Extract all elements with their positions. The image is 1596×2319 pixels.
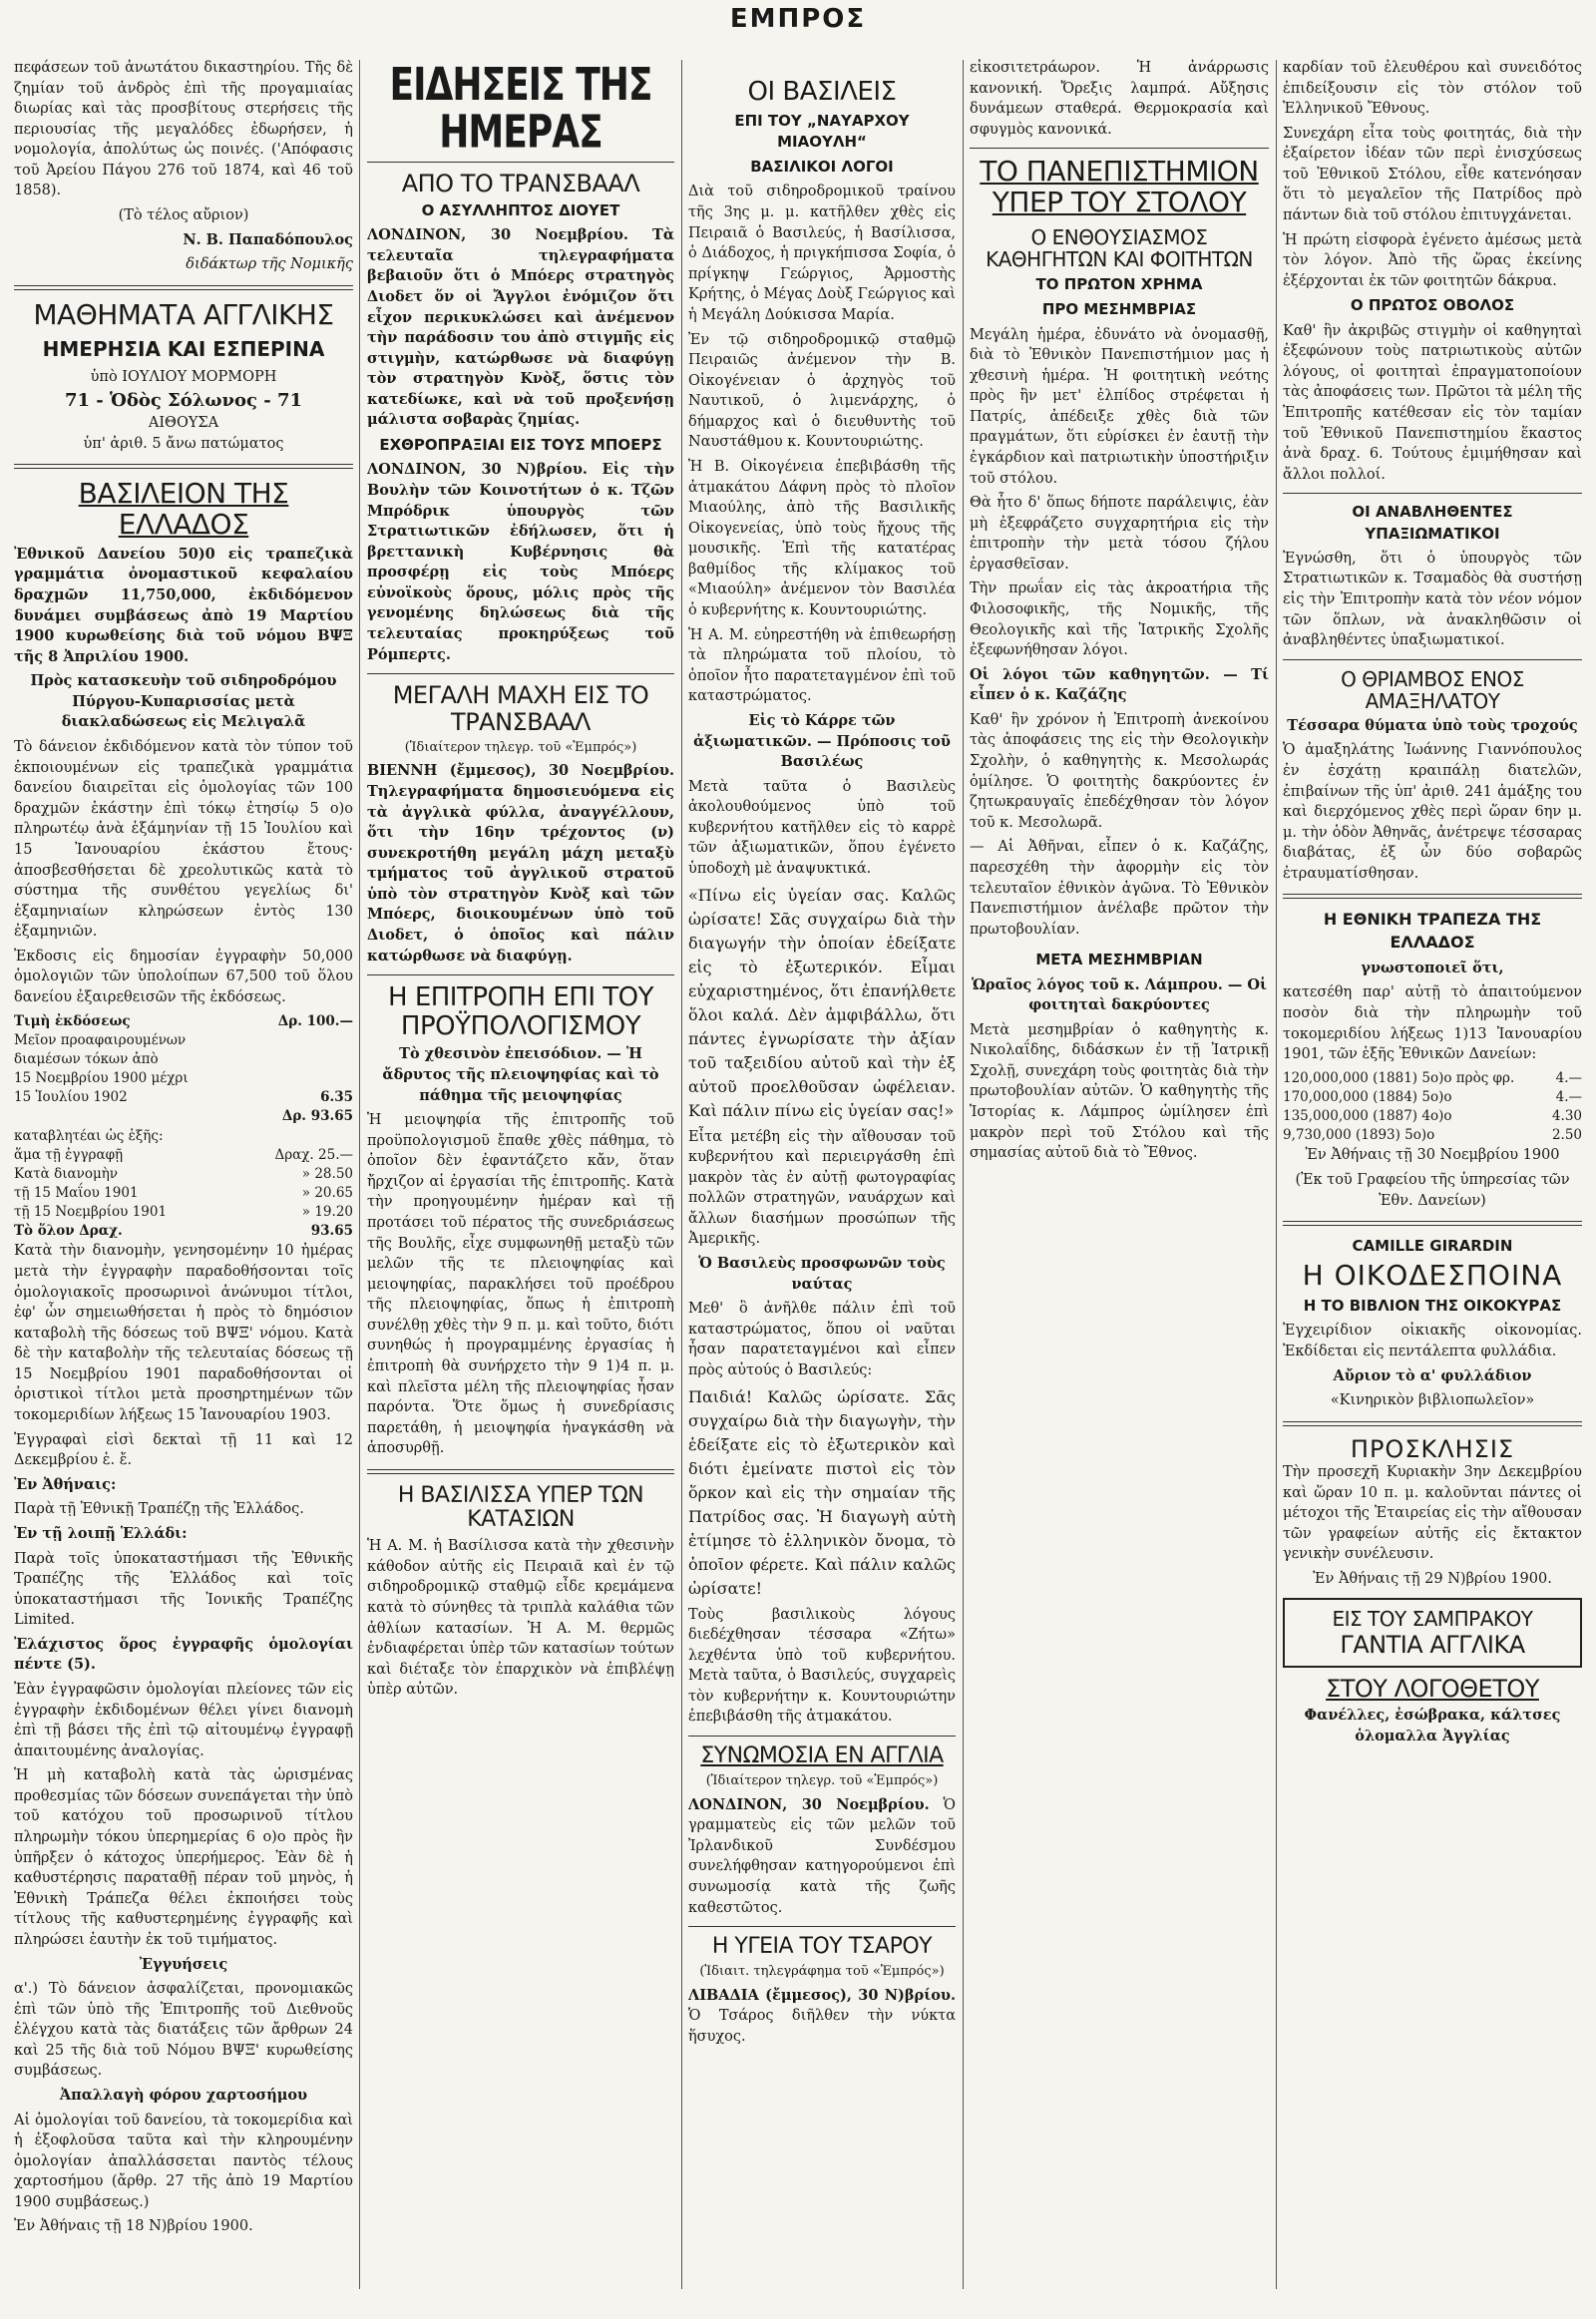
ad-date: Ἐν Ἀθήναις τῇ 30 Νοεμβρίου 1900 bbox=[1305, 1147, 1560, 1164]
author-signature: Ν. Β. Παπαδόπουλος bbox=[183, 230, 353, 248]
price-line: διαμέσων τόκων ἀπὸ bbox=[14, 1050, 159, 1067]
payment-row: τῇ 15 Μαΐου 1901 » 20.65 bbox=[14, 1184, 353, 1201]
subheadline: ΕΠΙ ΤΟΥ „ΝΑΥΑΡΧΟΥ ΜΙΑΟΥΛΗ“ bbox=[734, 111, 910, 151]
loan-para: Τὸ δάνειον ἐκδιδόμενον κατὰ τὸν τύπον τοῦ ἐκποιουμένων εἰς τραπεζικὰ γραμμάτια δανείου διαιρεῖται εἰς ὁμολογίας τῶν 100 δραχμῶν ἑκάστην ἐπὶ τόκῳ ἐτησίῳ 5 ο)ο πληρωτέῳ ἀνὰ ἑξάμηνίαν τῇ 15 Ἰουλίου καὶ 15 Ἰανουαρίου ἑκάστου ἔτους· ἀποσβεσθήσεται δὲ χρεολυτικῶς κατὰ τὸ σύστημα τῆς συνθέτου γεγελίως δι' ἑξαμηνιαίων κληρώσεων ἐντὸς 130 ἐξαμηνιῶν. bbox=[14, 739, 353, 941]
article-text: Ἐν τῷ σιδηροδρομικῷ σταθμῷ Πειραιῶς ἀνέμενον τὴν Β. Οἰκογένειαν ὁ ἀρχηγὸς τοῦ Ναυτικοῦ, ὁ λιμενάρχης, ὁ δήμαρχος καὶ ὁ διευθυντὴς τοῦ Ναυστάθμου κ. Κουντουριώτης. bbox=[688, 331, 956, 451]
divider bbox=[14, 464, 353, 469]
column-rule bbox=[359, 60, 360, 2289]
ad-subtitle: Η ΤΟ ΒΙΒΛΙΟΝ ΤΗΣ ΟΙΚΟΚΥΡΑΣ bbox=[1303, 1297, 1562, 1316]
loan-body: Ἐὰν ἐγγραφῶσιν ὁμολογίαι πλείονες τῶν εἰς ἐγγραφὴν ἐκδιδομένων θέλει γίνει διανομὴ ἐπὶ τῇ βάσει τῆς ἐπὶ τῷ αἰτουμένῳ ἐγγραφῇ ἀπαιτουμένης ἀναλογίας. bbox=[14, 1682, 353, 1759]
loan-body: α'.) Τὸ δάνειον ἀσφαλίζεται, προνομιακῶς ἐπὶ τῶν ὑπὸ τῆς Ἐπιτροπῆς τοῦ Διεθνοῦς ἐλέγχου κατὰ τὰς διατάξεις τῶν ἄρθρων 24 καὶ 25 τῆς διὰ τοῦ Νόμου ΒΨΞ' κυρωθείσης συμβάσεως. bbox=[14, 1981, 353, 2080]
article-text: Μεγάλη ἡμέρα, ἐδυνάτο νὰ ὀνομασθῇ, διὰ τὸ Ἐθνικὸν Πανεπιστήμιον μας ἡ χθεσινὴ ἡμέρα. Ἡ φοιτητικὴ νεότης πρὸς ἣν μετ' ἐλπίδος στρέφεται ἡ Πατρίς, ἀπέδειξε χθὲς διὰ τῶν πραγμάτων, ὅτι εὑρίσκει ἐν ἑαυτῇ τὴν ἐγκάρδιον καὶ πατριωτικὴν ὑποστήριξιν τοῦ στόλου. bbox=[970, 326, 1269, 487]
subheadline: ΕΧΘΡΟΠΡΑΞΙΑΙ ΕΙΣ ΤΟΥΣ ΜΠΟΕΡΣ bbox=[379, 436, 662, 455]
article-text: Μεθ' ὃ ἀνῆλθε πάλιν ἐπὶ τοῦ καταστρώματος, ὅπου οἱ ναῦται ἦσαν παρατεταγμένοι καὶ εἶπεν πρὸς αὐτούς ὁ Βασιλεύς: bbox=[688, 1301, 956, 1378]
column-1 bbox=[14, 58, 353, 2289]
dateline: ΛΙΒΑΔΙΑ (ἔμμεσος), 30 Ν)βρίου. bbox=[688, 1986, 956, 2004]
article-text: Συνεχάρη εἶτα τοὺς φοιτητάς, διὰ τὴν ἐξαίρετον ἰδέαν τῶν περὶ ἐνισχύσεως τοῦ Ἑθνικοῦ Στόλου, εἶθε κατενόησαν ὅτι τὸ μεγαλεῖον τῆς Πατρίδος πρὸ πάντων διὰ τοῦ στόλου ἐπιτυγχάνεται. bbox=[1283, 125, 1582, 224]
article-text: Τὴν πρωΐαν εἰς τὰς ἀκροατήρια τῆς Φιλοσοφικῆς, τῆς Νομικῆς, τῆς Θεολογικῆς καὶ τῆς Ἰατρικῆς Σχολῆς ἐξεφωνήθησαν λόγοι. bbox=[970, 580, 1269, 659]
ad-title: ΠΡΟΣΚΛΗΣΙΣ bbox=[1350, 1434, 1515, 1463]
column-2 bbox=[367, 58, 674, 2289]
loan-body: Αἱ ὁμολογίαι τοῦ δανείου, τὰ τοκομερίδια καὶ ἡ ἐξοφλοῦσα ταῦτα καὶ τὴν κληρουμένην ὁμολογίαν ἀπαλλάσσεται παντὸς τέλους χαρτοσήμου (ἄρθρ. 27 τῆς ἀπὸ 19 Μαρτίου 1900 συμβάσεως.) bbox=[14, 2112, 353, 2210]
source-line: (Ἰδιαιτ. τηλεγράφημα τοῦ «Ἐμπρός») bbox=[699, 1964, 945, 1980]
subheadline: ΟΙ ΑΝΑΒΛΗΘΕΝΤΕΣ ΥΠΑΞΙΩΜΑΤΙΚΟΙ bbox=[1352, 503, 1513, 543]
news-text: Εἰς τὴν Βουλὴν τῶν Κοινοτήτων ὁ κ. Τζῶν Μπρόδρικ ὑπουργὸς τῶν Στρατιωτικῶν ἐδήλωσεν, ὅτι ἡ βρεττανικὴ Κυβέρνησις θὰ προσφέρῃ εἰς τοὺς Μπόερς εὐνοϊκοὺς ὅρους, μόλις πρὸς τῆς γενομένης δηλώσεως διὰ τῆς τελευταίας προκηρύξεως τοῦ Ρόμπερτς. bbox=[367, 461, 674, 663]
loan-body: Παρὰ τοῖς ὑποκαταστήμασι τῆς Ἐθνικῆς Τραπέζης τῆς Ἑλλάδος καὶ τοῖς ὑποκαταστήμασι τῆς Ἰονικῆς Τραπέζης Limited. bbox=[14, 1550, 353, 1629]
masthead-strip bbox=[0, 0, 1596, 58]
article-text: Καθ' ἣν χρόνον ἡ Ἐπιτροπὴ ἀνεκοίνου τὰς ἀποφάσεις της εἰς τὴν Θεολογικὴν Σχολὴν, ὁ καθηγητὴς κ. Μεσολωράς ὁμίλησε. Ὁ φοιτητὴς δακρύοντες ἐν ζητωκραυγαῖς ἐπεδέχθησαν τὸν λόγον τοῦ κ. Μεσολωρᾶ. bbox=[970, 711, 1269, 831]
ad-text: κατεσέθη παρ' αὐτῇ τὸ ἀπαιτούμενον ποσὸν διὰ τὴν πληρωμὴν τοῦ τοκομεριδίου λήξεως 1)13 Ἰανουαρίου 1901, τῶν ἑξῆς Ἐθνικῶν Δανείων: bbox=[1283, 984, 1582, 1063]
ad-room: ὑπ' ἀριθ. 5 ἄνω πατώματος bbox=[83, 435, 284, 452]
article-text: Ἡ Α. Μ. εὐηρεστήθη νὰ ἐπιθεωρήσῃ τὰ πληρώματα τοῦ πλοίου, τὸ ὁποῖον ἦτο παρατεταγμένον ἐπὶ τοῦ καταστρώματος. bbox=[688, 626, 956, 705]
article-text: Ἡ μειοψηφία τῆς ἐπιτροπῆς τοῦ προϋπολογισμοῦ ἔπαθε χθὲς πάθημα, τὸ ὁποῖον δὲν ἐφαντάζετο κἄν, ὅταν ἤρχιζον αἱ ἐργασίαι τῆς ἐπιτροπῆς. Κατὰ τὴν προηγουμένην ἡμέραν καὶ τῇ προτάσει τοῦ πέρατος τῆς συνεδριάσεως τῆς Βουλῆς, εἶχε συμφωνηθῇ μεταξὺ τῶν μελῶν τῆς τε πλειοψηφίας καὶ μειοψηφίας, παρακλήσει τοῦ προέδρου τῆς πλειοψηφίας, ὅπως ἡ ἐπιτροπὴ συνέλθῃ χθὲς τὴν 9 π. μ. καὶ τοῦτο, διότι συνηθώς ἡ προγραμμένης ἐργασίας ἡ ἐπιτροπὴ θὰ συνήρχετο τὴν 9 1)4 π. μ. καὶ πλεῖστα μέλη τῆς πλειοψηφίας ἦσαν παρόντα. Ὅτε ὅμως ἡ συνεδρίασις παρετάθη, ἡ μειοψηφία ἠναγκάσθη νὰ ἀποσυρθῇ. bbox=[367, 1112, 674, 1457]
divider bbox=[1283, 1221, 1582, 1226]
loan-body: Ἐγγραφαὶ εἰσὶ δεκταὶ τῇ 11 καὶ 12 Δεκεμβρίου ἑ. ἔ. bbox=[14, 1431, 353, 1469]
subheadline: Ο ΕΝΘΟΥΣΙΑΣΜΟΣ ΚΑΘΗΓΗΤΩΝ ΚΑΙ ΦΟΙΤΗΤΩΝ bbox=[986, 224, 1253, 271]
headline: ΜΕΓΑΛΗ ΜΑΧΗ ΕΙΣ ΤΟ ΤΡΑΝΣΒΑΑΛ bbox=[392, 681, 649, 736]
ad-address: 71 - Ὁδὸς Σόλωνος - 71 bbox=[64, 389, 303, 411]
news-text: Ὁ γραμματεὺς εἰς τῶν μελῶν τοῦ Ἰρλανδικοῦ Συνδέσμου συνελήφθησαν κατηγορούμενοι ἐπὶ συνωμοσίᾳ κατὰ τῆς ζωῆς καθεστῶτος. bbox=[688, 1796, 956, 1916]
section-head: Ἐλάχιστος ὅρος ἐγγραφῆς ὁμολογίαι πέντε (5). bbox=[14, 1635, 353, 1674]
total-row: Τὸ ὅλον Δραχ. 93.65 bbox=[14, 1223, 353, 1240]
section-head: Οἱ λόγοι τῶν καθηγητῶν. — Τί εἶπεν ὁ κ. Καζάζης bbox=[970, 665, 1269, 704]
loan-row: 170,000,000 (1884) 5ο)ο 4.— bbox=[1283, 1088, 1582, 1105]
masthead-title: ΕΜΠΡΟΣ bbox=[729, 4, 867, 34]
loan-row: 120,000,000 (1881) 5ο)ο πρὸς φρ. 4.— bbox=[1283, 1069, 1582, 1086]
article-text: Καθ' ἣν ἀκριβῶς στιγμὴν οἱ καθηγηταὶ ἐξεφώνουν τοὺς πατριωτικοὺς αὐτῶν λόγους, οἱ φοιτηταὶ ἐπραγματοποίουν τὰς ἀποφάσεις των. Πρῶτοι τὰ μέλη τῆς Ἐπιτροπῆς κατέθεσαν εἰς τὸν ταμίαν τοῦ Ἐθνικοῦ Πανεπιστημίου ἕκαστος ἀνὰ δραχ. 6. Τούτους ἐμιμήθησαν καὶ ἄλλοι πολλοί. bbox=[1283, 322, 1582, 483]
divider bbox=[1283, 894, 1582, 899]
section-head: Εἰς τὸ Κάρρε τῶν ἀξιωματικῶν. — Πρόποσις τοῦ Βασιλέως bbox=[693, 711, 951, 771]
payment-row: Κατὰ διανομὴν » 28.50 bbox=[14, 1165, 353, 1182]
subheadline: ΤΟ ΠΡΩΤΟΝ ΧΡΗΜΑ bbox=[1035, 274, 1203, 293]
price-table bbox=[14, 1012, 353, 1242]
to-be-continued: (Τὸ τέλος αὔριον) bbox=[118, 207, 249, 224]
article-text: Ἡ Β. Οἰκογένεια ἐπεβιβάσθη τῆς ἀτμακάτου Δάφνη πρὸς τὸ πλοῖον Μιαούλης, ἀπὸ τῆς Βασιλικῆς Οἰκογενείας, ὑπὸ τοὺς ἤχους τῆς μουσικῆς. Ἐπὶ τῆς κατατέρας βαθμίδος τῆς κλίμακος τοῦ «Μιαούλη» ἀνέμενον τὸν Βασιλέα ὁ κυβερνήτης κ. Κουντουριώτης. bbox=[688, 459, 956, 619]
headline: Η ΒΑΣΙΛΙΣΣΑ ΥΠΕΡ ΤΩΝ ΚΑΤΑΣΙΩΝ bbox=[397, 1482, 644, 1533]
loan-row: 9,730,000 (1893) 5ο)ο 2.50 bbox=[1283, 1127, 1582, 1144]
divider bbox=[970, 148, 1269, 149]
article-text: Θὰ ἦτο δ' ὅπως δήποτε παράλειψις, ἐὰν μὴ ἐξεφράζετο συγχαρητήρια εἰς τὴν ἐπιτροπὴν τὴν μετὰ τόσου ζήλου ἐργασθεῖσαν. bbox=[970, 495, 1269, 573]
column-rule bbox=[1276, 60, 1277, 2289]
loans-table bbox=[1283, 1069, 1582, 1146]
headline: ΑΠΟ ΤΟ ΤΡΑΝΣΒΑΑΛ bbox=[401, 169, 640, 197]
news-text: Τὰ τελευταῖα τηλεγραφήματα βεβαιοῦν ὅτι ὁ Μπόερς στρατηγὸς Διοδετ ὅν οἱ Ἄγγλοι ἐνόμιζον ὅτι εἶχον περικυκλώσει καὶ ἀνέμενον τὴν παράδοσιν του ἀπὸ στιγμῆς εἰς στιγμὴν, κατώρθωσε νὰ διαφύγῃ τὸν στρατηγὸν Κνὸξ, ὅστις τὸν κατεδίωκε, καὶ νὰ τοῦ προξενήσῃ μάλιστα σοβαρὰς ζημίας. bbox=[367, 226, 674, 429]
article-text: Τοὺς βασιλικοὺς λόγους διεδέχθησαν τέσσαρα «Ζήτω» λεχθέντα ὑπὸ τοῦ κυβερνήτου. Μετὰ ταῦτα, ὁ Βασιλεύς, συγχαρεὶς τὸν κυβερνήτην κ. Κουντουριώτην ἐπεβιβάσθη τῆς ἀτμακάτου. bbox=[688, 1606, 956, 1726]
article-text: Ὁ ἀμαξηλάτης Ἰωάννης Γιαννόπουλος ἐν ἐσχάτῃ κραιπάλῃ διατελῶν, ἐπιβαίνων τῆς ὑπ' ἀριθ. 241 ἁμάξης του καὶ διερχόμενος χθὲς περὶ ὥραν 6ην μ. μ. τὴν ὁδὸν Ἀθηνᾶς, ἀνέτρεψε τέσσαρας διαβάτας, ἐξ ὧν δύο σοβαρῶς ἐτραυματίσθησαν. bbox=[1283, 742, 1582, 882]
loan-row: 135,000,000 (1887) 4ο)ο 4.30 bbox=[1283, 1108, 1582, 1125]
price-line: 15 Νοεμβρίου 1900 μέχρι bbox=[14, 1070, 189, 1087]
kingdom-title: ΒΑΣΙΛΕΙΟΝ ΤΗΣ ΕΛΛΑΔΟΣ bbox=[78, 477, 289, 542]
section-head: Ὁ Βασιλεὺς προσφωνῶν τοὺς ναύτας bbox=[698, 1255, 946, 1293]
ad-title: ΕΙΣ ΤΟΥ ΣΑΜΠΡΑΚΟΥ bbox=[1332, 1606, 1533, 1631]
ad-box bbox=[1283, 1598, 1582, 1668]
subheadline: ΒΑΣΙΛΙΚΟΙ ΛΟΓΟΙ bbox=[750, 158, 894, 177]
divider bbox=[688, 1736, 956, 1737]
price-row: Τιμὴ ἐκδόσεως Δρ. 100.— bbox=[14, 1012, 353, 1029]
loan-body: Κατὰ τὴν διανομὴν, γενησομένην 10 ἡμέρας μετὰ τὴν ἐγγραφὴν παραδοθήσονται τοῖς ὀμολογιακοῖς προσωρινοὶ ἀνώνυμοι τίτλοι, ἐφ' ὧν σημειωθήσεται ἡ πρὸς τὸ δημόσιον καταβολὴ τῆς δόσεως τοῦ ΒΨΞ' νόμου. Κατὰ δὲ τὴν καταβολὴν τῆς τελευταίας δόσεως τῇ 15 Νοεμβρίου 1901 παραδοθήσονται οἱ ὁριστικοὶ τίτλοι μετὰ προσηρτημένων τῶν τοκομεριδίων λήξεως 15 Ἰανουαρίου 1903. bbox=[14, 1243, 353, 1424]
divider bbox=[367, 673, 674, 674]
divider bbox=[367, 974, 674, 975]
divider bbox=[1283, 659, 1582, 660]
dateline: ΒΙΕΝΝΗ (ἔμμεσος), 30 Νοεμβρίου. bbox=[367, 762, 674, 780]
ad-author: CAMILLE GIRARDIN bbox=[1352, 1237, 1513, 1256]
dateline: ΛΟΝΔΙΝΟΝ, 30 Νοεμβρίου. bbox=[367, 226, 628, 244]
lead-line: Τὸ χθεσινὸν ἐπεισόδιον. — Ἡ ἄδρυτος τῆς πλειοψηφίας καὶ τὸ πάθημα τῆς μειοψηφίας bbox=[382, 1045, 659, 1104]
column-rule bbox=[681, 60, 682, 2289]
payment-row: τῇ 15 Νοεμβρίου 1901 » 19.20 bbox=[14, 1204, 353, 1221]
section-head: Ἀπαλλαγὴ φόρου χαρτοσήμου bbox=[59, 2086, 308, 2104]
ad-text: Φανέλλες, ἐσώβρακα, κάλτσες ὁλομαλλα Ἀγγλίας bbox=[1304, 1707, 1561, 1744]
headline: ΤΟ ΠΑΝΕΠΙΣΤΗΜΙΟΝ ΥΠΕΡ ΤΟΥ ΣΤΟΛΟΥ bbox=[980, 155, 1259, 219]
source-line: (Ἰδιαίτερον τηλεγρ. τοῦ «Ἐμπρός») bbox=[705, 1773, 939, 1789]
news-text: Τηλεγραφήματα δημοσιευόμενα εἰς τὰ ἀγγλικὰ φύλλα, ἀναγγέλλουν, ὅτι τὴν 16ην τρέχοντος (ν) συνεκροτήθη μεγάλη μάχη μεταξὺ τμήματος τοῦ ἀγγλικοῦ στρατοῦ ὑπὸ τὸν στρατηγὸν Κνὸξ καὶ τῶν Μπόερς, διοικουμένων ὑπὸ τοῦ Διοδετ, ὁ ὁποῖος καὶ πάλιν κατώρθωσε νὰ διαφύγῃ. bbox=[367, 782, 674, 965]
column-rule bbox=[963, 60, 964, 2289]
date-line: Ἐν Ἀθήναις τῇ 18 Ν)βρίου 1900. bbox=[14, 2218, 253, 2235]
loan-text: Ἐθνικοῦ Δανείου 50)0 εἰς τραπεζικὰ γραμμάτια ὀνομαστικοῦ κεφαλαίου δραχμῶν 11,750,000, ἐκδιδόμενον δυνάμει συμβάσεως ἀπὸ 19 Μαρτίου 1900 κυρωθείσης διὰ τοῦ νόμου ΒΨΞ τῆς 8 Ἀπριλίου 1900. bbox=[14, 545, 353, 665]
ad-by: ὑπὸ ΙΟΥΛΙΟΥ ΜΟΡΜΟΡΗ bbox=[90, 368, 277, 385]
ad-text: Αὔριον τὸ α' φυλλάδιον bbox=[1333, 1366, 1532, 1384]
ad-hall: ΑΙΘΟΥΣΑ bbox=[148, 415, 219, 432]
headline: Ο ΘΡΙΑΜΒΟΣ ΕΝΟΣ ΑΜΑΞΗΛΑΤΟΥ bbox=[1341, 666, 1524, 713]
ad-title: ΣΤΟΥ ΛΟΓΟΘΕΤΟΥ bbox=[1326, 1675, 1539, 1704]
divider bbox=[688, 1926, 956, 1927]
subheadline: Ο ΠΡΩΤΟΣ ΟΒΟΛΟΣ bbox=[1350, 296, 1515, 315]
divider bbox=[1283, 1421, 1582, 1426]
ad-subtitle: γνωστοποιεῖ ὅτι, bbox=[1361, 959, 1504, 976]
article-text: Εἶτα μετέβη εἰς τὴν αἴθουσαν τοῦ κυβερνήτου καὶ περιειργάσθη ἐπὶ μακρὸν τὰς ἐν αὐτῇ φωτογραφίας πολλῶν στρατηγῶν, ναυάρχων καὶ ἄλλων διασήμων προσώπων τῆς Ἀμερικῆς. bbox=[688, 1128, 956, 1248]
ad-text: Τὴν προσεχῆ Κυριακὴν 3ην Δεκεμβρίου καὶ ὥραν 10 π. μ. καλοῦνται πάντες οἱ μέτοχοι τῆς Ἑταιρείας εἰς τὴν αἴθουσαν τῶν γραφείων αὐτῆς εἰς ἔκτακτον γενικὴν συνέλευσιν. bbox=[1283, 1464, 1582, 1563]
article-text: καρδίαν τοῦ ἐλευθέρου καὶ συνειδότος ἐπιδείξουσιν εἰς τὸν στόλον τοῦ Ἑλληνικοῦ Ἔθνους. bbox=[1283, 60, 1582, 118]
article-text: εἰκοσιτετράωρον. Ἡ ἀνάρρωσις κανονική. Ὄρεξις λαμπρά. Αὔξησις δυνάμεων σταθερά. Θερμοκρασία καὶ σφυγμὸς κανονικά. bbox=[970, 60, 1269, 138]
section-title: ΕΙΔΗΣΕΙΣ ΤΗΣ ΗΜΕΡΑΣ bbox=[389, 60, 652, 159]
price-line: Μεῖον προαφαιρουμένων bbox=[14, 1031, 187, 1048]
ad-title: Η ΟΙΚΟΔΕΣΠΟΙΝΑ bbox=[1302, 1259, 1563, 1293]
article-text: Διὰ τοῦ σιδηροδρομικοῦ τραίνου τῆς 3ης μ. μ. κατῆλθεν χθὲς εἰς Πειραιᾶ ὁ Βασιλεύς, ἡ Βασίλισσα, ὁ Διάδοχος, ἡ πριγκήπισσα Σοφία, ὁ πρίγκηψ Γεώργιος, Ἀρμοστὴς Κρήτης, ὁ Μέγας Δοὺξ Γεώργιος καὶ ἡ Μεγάλη Δούκισσα Μαρία. bbox=[688, 184, 956, 323]
subheadline: Ο ΑΣΥΛΛΗΠΤΟΣ ΔΙΟΥΕΤ bbox=[421, 200, 620, 219]
ad-subtitle: ΗΜΕΡΗΣΙΑ ΚΑΙ ΕΣΠΕΡΙΝΑ bbox=[42, 336, 325, 361]
subheadline: ΜΕΤΑ ΜΕΣΗΜΒΡΙΑΝ bbox=[1035, 951, 1203, 969]
payment-row: ἅμα τῇ ἐγγραφῇ Δραχ. 25.— bbox=[14, 1146, 353, 1163]
ad-text: «Κινηρικὸν βιβλιοπωλεῖον» bbox=[1330, 1392, 1535, 1409]
ad-text: Ἐγχειρίδιον οἰκιακῆς οἰκονομίας. Ἐκδίδεται εἰς πεντάλεπτα φυλλάδια. bbox=[1283, 1323, 1582, 1360]
column-3 bbox=[688, 58, 956, 2289]
section-head: Ὡραῖος λόγος τοῦ κ. Λάμπρου. — Οἱ φοιτηταὶ δακρύοντες bbox=[971, 975, 1268, 1014]
article-text: — Αἱ Ἀθῆναι, εἶπεν ὁ κ. Καζάζης, παρεσχέθη τὴν ἀφορμὴν εἰς τὸν τελευταῖον ἐθνικὸν ἀγῶνα. Τὸ Ἐθνικὸν Πανεπιστήμιον ἀνέλαβε πρῶτον τὴν πρωτοβουλίαν. bbox=[970, 839, 1269, 938]
article-text: Μετὰ μεσημβρίαν ὁ καθηγητὴς κ. Νικολαΐδης, διδάσκων ἐν τῇ Ἰατρικῇ Σχολῇ, συνεχάρη τοὺς φοιτητὰς διὰ τὴν πρωτοβουλίαν αὐτῶν. Ὁ καθηγητὴς τῆς Ἱστορίας κ. Λάμπρος ὡμίλησεν ἐπὶ μακρὸν περὶ τοῦ Στόλου καὶ τῆς σημασίας αὐτοῦ διὰ τὸ Ἔθνος. bbox=[970, 1021, 1269, 1162]
article-text: Ἡ Α. Μ. ἡ Βασίλισσα κατὰ τὴν χθεσινὴν κάθοδον αὐτῆς εἰς Πειραιᾶ καὶ ἐν τῷ σιδηροδρομικῷ σταθμῷ εἶδε κρεμάμενα κατὰ τὸ σύνηθες τὰ τριπλὰ καλάθια τῶν ἀθλίων κατασίων. Ἡ Α. Μ. θερμῶς ἐνδιαφέρεται ὑπὲρ τῶν κατασίων τούτων καὶ διέταξε τὸν ἐπαρχικὸν νὰ ἐπιβλέψῃ ὑπὲρ αὐτῶν. bbox=[367, 1538, 674, 1699]
divider bbox=[367, 1469, 674, 1474]
toast-text: «Πίνω εἰς ὑγείαν σας. Καλῶς ὡρίσατε! Σᾶς συγχαίρω διὰ τὴν διαγωγήν τὴν ὁποίαν ἐδείξατε εἰς τὸ ἐξωτερικόν. Εἶμαι εὐχαριστημένος, ὅτι ἐπανήλθετε ὅλοι καλά. Δὲν ἀμφιβάλλω, ὅτι πάντες ἐγνωρίσατε τὴν ἀξίαν τοῦ ταξειδίου αὐτοῦ καὶ τὴν ἐξ αὐτοῦ προελθοῦσαν ὠφέλειαν. Καὶ πάλιν πίνω εἰς ὑγείαν σας!» bbox=[688, 885, 956, 1120]
crew-speech: Παιδιά! Καλῶς ὡρίσατε. Σᾶς συγχαίρω διὰ τὴν διαγωγὴν, τὴν ἐδείξατε εἰς τὸ ἐξωτερικὸν καὶ διότι ἐμείνατε πιστοὶ εἰς τὸν ὅρκον καὶ εἰς τὴν σημαίαν τῆς Πατρίδος σας. Ἡ διαγωγὴ αὐτὴ ἐτίμησε τὸ ἑλληνικὸν ὄνομα, τὸ ὁποῖον φέρετε. Καὶ πάλιν καλῶς ὡρίσατε! bbox=[688, 1386, 956, 1598]
subheadline: Τέσσαρα θύματα ὑπὸ τοὺς τροχούς bbox=[1287, 716, 1578, 734]
divider bbox=[367, 162, 674, 163]
divider bbox=[1283, 493, 1582, 494]
loan-body: Παρὰ τῇ Ἐθνικῇ Τραπέζῃ τῆς Ἑλλάδος. bbox=[14, 1501, 304, 1518]
source-line: (Ἰδιαίτερον τηλεγρ. τοῦ «Ἐμπρός») bbox=[404, 739, 637, 755]
price-row: 15 Ἰουλίου 1902 6.35 bbox=[14, 1089, 353, 1106]
news-text: Ὁ Τσάρος διῆλθεν τὴν νύκτα ἥσυχος. bbox=[688, 2008, 956, 2045]
section-head: Ἐν Ἀθήναις: bbox=[14, 1475, 117, 1493]
ad-date: Ἐν Ἀθήναις τῇ 29 Ν)βρίου 1900. bbox=[1313, 1571, 1552, 1588]
price-row: Δρ. 93.65 bbox=[281, 1108, 353, 1125]
headline: ΟΙ ΒΑΣΙΛΕΙΣ bbox=[747, 77, 897, 107]
article-text: Ἐγνώσθη, ὅτι ὁ ὑπουργὸς τῶν Στρατιωτικῶν κ. Τσαμαδὸς θὰ συστήσῃ εἰς τὴν Ἐπιτροπὴν κατὰ τὸν νέον νόμον τῶν ὅπλων, νὰ ἀνακληθῶσιν οἱ ἀναβληθέντες ὑπαξιωματικοί. bbox=[1283, 550, 1582, 649]
dateline: ΛΟΝΔΙΝΟΝ, 30 Ν)βρίου. bbox=[367, 461, 588, 479]
loan-body: Ἡ μὴ καταβολὴ κατὰ τὰς ὡρισμένας προθεσμίας τῶν δόσεων συνεπάγεται τὴν ὑπὸ τοῦ κατόχου τοῦ προσωρινοῦ τίτλου πληρωμὴν τόκου ὑπερημερίας 6 ο)ο πρὸς ἣν ὑπῆρξεν ὁ κάτοχος ὑπερήμερος. Ἐὰν δὲ ἡ καθυστέρησις παραταθῇ πέραν τοῦ μηνὸς, ἡ Ἐθνικὴ Τράπεζα θέλει ἐκποιήσει τοὺς τίτλους τῆς καθυστερημένης ἐγγραφῆς καὶ πληρώσει ἑαυτὴν ἐκ τοῦ τιμήματος. bbox=[14, 1767, 353, 1948]
dateline: ΛΟΝΔΙΝΟΝ, 30 Νοεμβρίου. bbox=[688, 1795, 930, 1813]
ad-title: ΓΑΝΤΙΑ ΑΓΓΛΙΚΑ bbox=[1340, 1630, 1525, 1659]
subheadline: ΠΡΟ ΜΕΣΗΜΒΡΙΑΣ bbox=[1041, 300, 1197, 319]
ad-office: (Ἐκ τοῦ Γραφείου τῆς ὑπηρεσίας τῶν Ἐθν. Δανείων) bbox=[1295, 1171, 1570, 1209]
article-text: Μετὰ ταῦτα ὁ Βασιλεὺς ἀκολουθούμενος ὑπὸ τοῦ κυβερνήτου κατῆλθεν εἰς τὸ καρρὲ τῶν ἀξιωματικῶν, ὅπου ἐγένετο ὑποδοχὴ μὲ ἀναψυκτικά. bbox=[688, 778, 956, 877]
article-text: πεφάσεων τοῦ ἀνωτάτου δικαστηρίου. Τῆς δὲ ζημίαν τοῦ ἀνδρὸς ἐπὶ τῆς προγαμιαίας διωρίας καὶ τὰς προσβίτους στερήσεις τῆς περιουσίας τῆς μεγαλόδες ἐδωρήσεν, ἡ νομολογία, ἀπολύτως ὡς ποινές. ('Απόφασις τοῦ Ἀρείου Πάγου 276 τοῦ 1874, καὶ 46 τοῦ 1858). bbox=[14, 60, 353, 199]
headline: Η ΥΓΕΙΑ ΤΟΥ ΤΣΑΡΟΥ bbox=[711, 1934, 933, 1960]
headline: Η ΕΠΙΤΡΟΠΗ ΕΠΙ ΤΟΥ ΠΡΟΫΠΟΛΟΓΙΣΜΟΥ bbox=[388, 982, 653, 1041]
column-4 bbox=[970, 58, 1269, 2289]
ad-title: ΜΑΘΗΜΑΤΑ ΑΓΓΛΙΚΗΣ bbox=[33, 297, 334, 331]
author-title: διδάκτωρ τῆς Νομικῆς bbox=[186, 256, 353, 273]
loan-para: Ἐκδοσις εἰς δημοσίαν ἐγγραφὴν 50,000 ὁμολογιῶν τῶν ὑπολοίπων 67,500 τοῦ ὅλου δανείου ἐξαιρεθεισῶν τῆς ἐκδόσεως. bbox=[14, 948, 353, 1005]
headline: ΣΥΝΩΜΟΣΙΑ ΕΝ ΑΓΓΛΙΑ bbox=[700, 1742, 944, 1768]
payable-label: καταβλητέαι ὡς ἑξῆς: bbox=[14, 1127, 164, 1144]
divider bbox=[14, 285, 353, 290]
ad-title: Η ΕΘΝΙΚΗ ΤΡΑΠΕΖΑ ΤΗΣ ΕΛΛΑΔΟΣ bbox=[1323, 910, 1542, 953]
loan-purpose: Πρὸς κατασκευὴν τοῦ σιδηροδρόμου Πύργου-Κυπαρισσίας μετὰ διακλαδώσεως εἰς Μελιγαλᾶ bbox=[30, 672, 337, 731]
column-5 bbox=[1283, 58, 1582, 2289]
section-head: Ἐγγυήσεις bbox=[139, 1955, 228, 1973]
article-text: Ἡ πρώτη εἰσφορὰ ἐγένετο ἀμέσως μετὰ τὸν λόγον. Ἀπὸ τῆς ὥρας ἐκείνης ἐξέρχονται ἐκ τῶν φοιτητῶν δάκρυα. bbox=[1283, 231, 1582, 289]
section-head: Ἐν τῇ λοιπῇ Ἑλλάδι: bbox=[14, 1524, 188, 1542]
